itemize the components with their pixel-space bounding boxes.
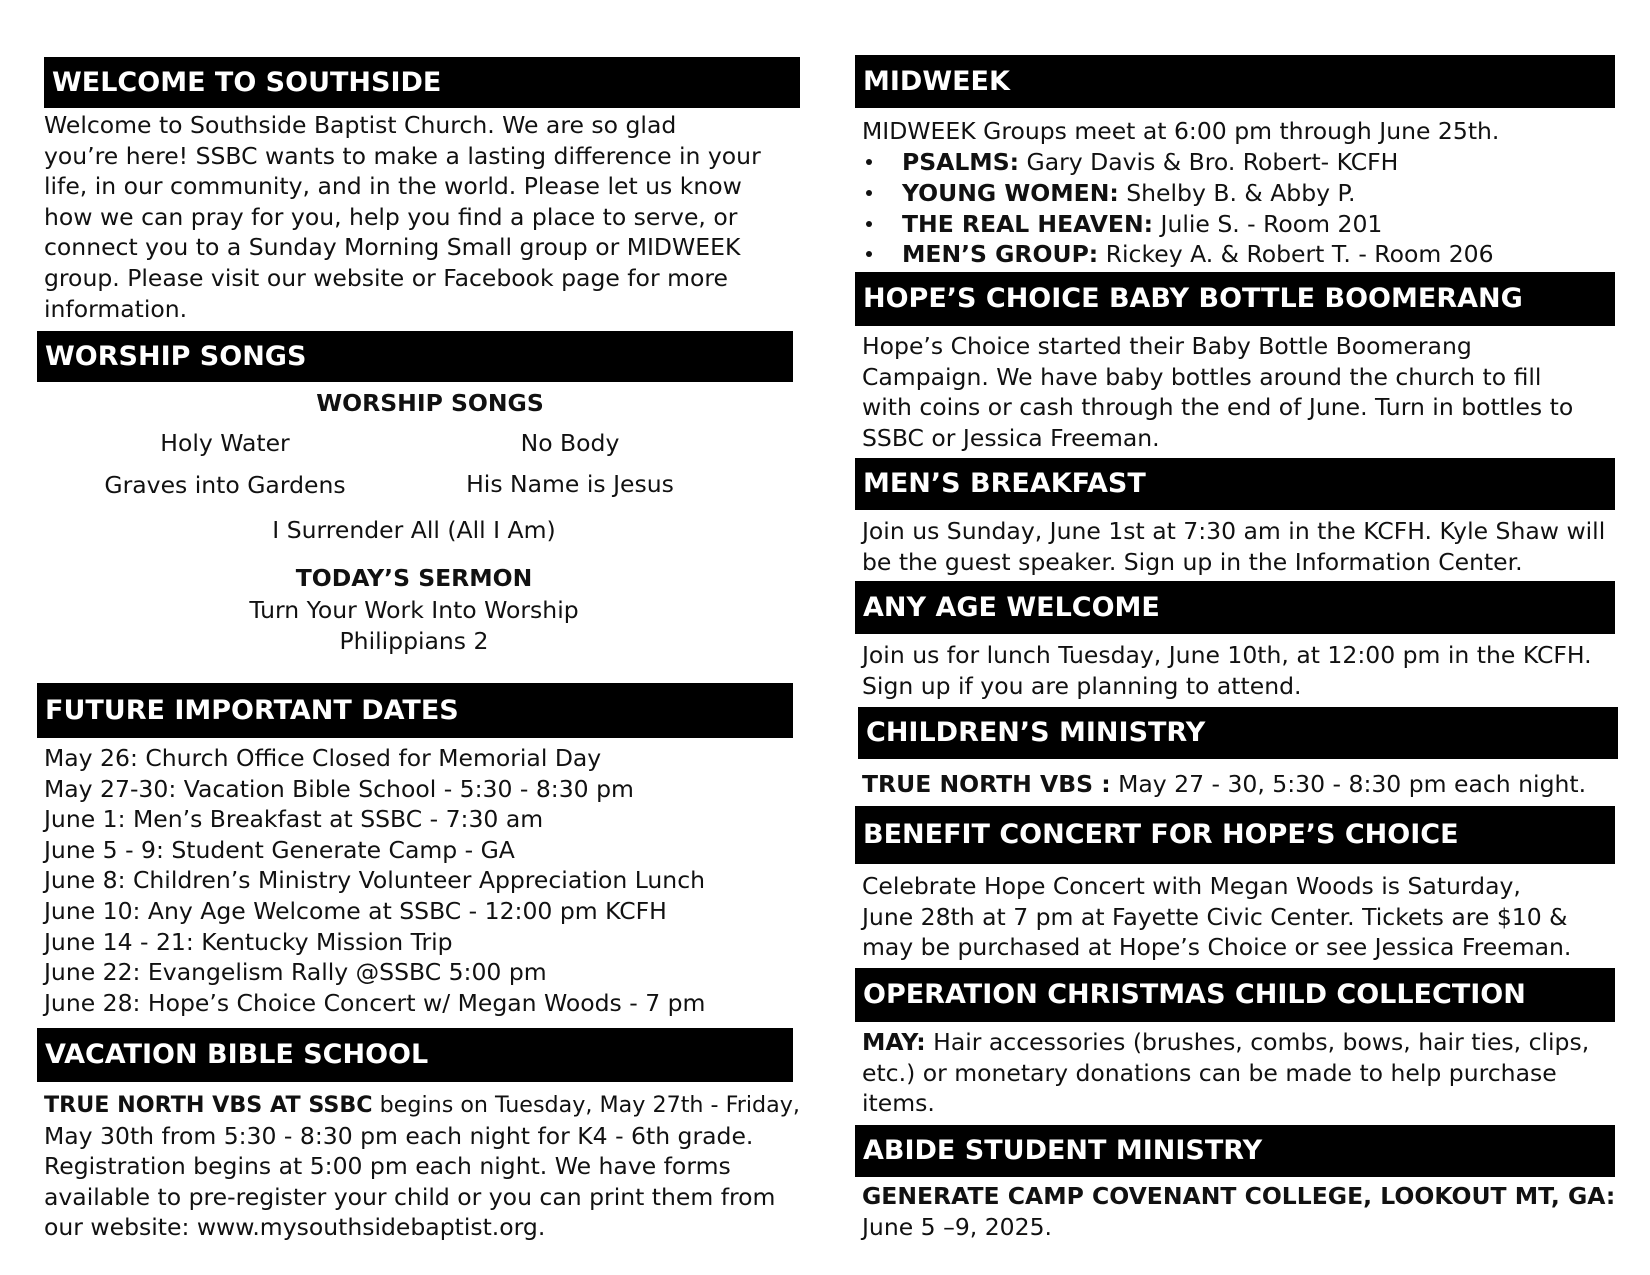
midweek-intro: MIDWEEK Groups meet at 6:00 pm through June 25th. (862, 117, 1500, 145)
welcome-title: WELCOME TO SOUTHSIDE (52, 66, 442, 98)
song-item: His Name is Jesus (466, 470, 674, 498)
benefit-title: BENEFIT CONCERT FOR HOPE’S CHOICE (863, 819, 1459, 850)
date-item: June 22: Evangelism Rally @SSBC 5:00 pm (44, 958, 547, 987)
occ-title: OPERATION CHRISTMAS CHILD COLLECTION (863, 979, 1526, 1010)
vbs-line: Registration begins at 5:00 pm each night. We have forms (44, 1152, 731, 1181)
date-item: June 1: Men’s Breakfast at SSBC - 7:30 am (44, 805, 544, 834)
childrens-bold: TRUE NORTH VBS : (862, 770, 1111, 798)
any-age-header (855, 581, 1615, 634)
midweek-header (855, 55, 1615, 108)
mens-breakfast-title: MEN’S BREAKFAST (863, 468, 1146, 499)
group-leaders: Julie S. - Room 201 (1153, 210, 1383, 238)
date-item: June 28: Hope’s Choice Concert w/ Megan Woods - 7 pm (44, 988, 706, 1017)
benefit-line: June 28th at 7 pm at Fayette Civic Center. Tickets are $10 & (862, 902, 1568, 931)
mens-breakfast-line: be the guest speaker. Sign up in the Information Center. (862, 547, 1523, 576)
group-leaders: Gary Davis & Bro. Robert- KCFH (1019, 148, 1399, 176)
song-item: I Surrender All (All I Am) (272, 516, 556, 544)
vbs-lead-bold: TRUE NORTH VBS AT SSBC (44, 1092, 373, 1118)
any-age-line: Join us for lunch Tuesday, June 10th, at 12:00 pm in the KCFH. (862, 641, 1592, 669)
welcome-header (44, 57, 800, 108)
abide-date: June 5 –9, 2025. (862, 1212, 1052, 1241)
bullet-icon (866, 251, 872, 257)
group-name: MEN’S GROUP: (902, 240, 1099, 268)
occ-rest: Hair accessories (brushes, combs, bows, hair ties, clips, (925, 1028, 1590, 1056)
song-item: Graves into Gardens (104, 471, 346, 499)
occ-bold: MAY: (862, 1028, 926, 1056)
mens-breakfast-text (862, 516, 1605, 577)
date-item: May 26: Church Office Closed for Memorial Day (44, 744, 602, 772)
occ-text (862, 1027, 1589, 1119)
benefit-header (855, 806, 1615, 864)
occ-line: etc.) or monetary donations can be made to help purchase (862, 1058, 1557, 1087)
date-item: June 14 - 21: Kentucky Mission Trip (44, 927, 453, 956)
benefit-line: may be purchased at Hope’s Choice or see Jessica Freeman. (862, 933, 1572, 962)
hopes-choice-line: Hope’s Choice started their Baby Bottle Boomerang (862, 332, 1472, 360)
group-name: THE REAL HEAVEN: (902, 210, 1154, 238)
benefit-line: Celebrate Hope Concert with Megan Woods is Saturday, (862, 872, 1521, 900)
any-age-title: ANY AGE WELCOME (863, 591, 1160, 623)
vbs-title: VACATION BIBLE SCHOOL (45, 1039, 429, 1070)
welcome-line: how we can pray for you, help you find a place to serve, or (44, 202, 738, 231)
childrens-text (862, 769, 1586, 800)
occ-header (855, 968, 1615, 1022)
bullet-icon (866, 190, 872, 196)
worship-subtitle: WORSHIP SONGS (316, 389, 544, 417)
any-age-text (862, 640, 1592, 701)
occ-line: items. (862, 1089, 935, 1118)
sermon-title: Turn Your Work Into Worship (249, 596, 579, 624)
song-item: Holy Water (160, 429, 290, 457)
vbs-line: May 30th from 5:30 - 8:30 pm each night for K4 - 6th grade. (44, 1121, 754, 1150)
vbs-lead-rest: begins on Tuesday, May 27th - Friday, (372, 1092, 800, 1118)
date-item: June 5 - 9: Student Generate Camp - GA (44, 835, 515, 864)
vbs-line (44, 1090, 800, 1121)
group-name: YOUNG WOMEN: (902, 179, 1119, 207)
hopes-choice-line: with coins or cash through the end of June. Turn in bottles to (862, 393, 1574, 422)
vbs-text (44, 1090, 800, 1243)
welcome-line: Welcome to Southside Baptist Church. We are so glad (44, 111, 677, 139)
mens-breakfast-header (855, 458, 1615, 510)
occ-line (862, 1027, 1589, 1058)
any-age-line: Sign up if you are planning to attend. (862, 671, 1302, 700)
benefit-text (862, 871, 1571, 963)
song-item: No Body (520, 429, 620, 457)
midweek-title: MIDWEEK (863, 65, 1010, 97)
hopes-choice-line: Campaign. We have baby bottles around the church to fill (862, 362, 1542, 391)
mens-breakfast-line: Join us Sunday, June 1st at 7:30 am in the KCFH. Kyle Shaw will (862, 517, 1606, 545)
hopes-choice-header (855, 272, 1615, 326)
welcome-line: connect you to a Sunday Morning Small group or MIDWEEK (44, 233, 741, 262)
hopes-choice-line: SSBC or Jessica Freeman. (862, 423, 1160, 452)
group-name: PSALMS: (902, 148, 1020, 176)
abide-title: ABIDE STUDENT MINISTRY (863, 1135, 1263, 1166)
date-item: June 10: Any Age Welcome at SSBC - 12:00 pm KCFH (44, 896, 667, 925)
welcome-line: you’re here! SSBC wants to make a lasting difference in your (44, 141, 761, 170)
hopes-choice-text (862, 331, 1573, 453)
bullet-icon (866, 221, 872, 227)
childrens-title: CHILDREN’S MINISTRY (866, 717, 1206, 748)
date-item: May 27-30: Vacation Bible School - 5:30 - 8:30 pm (44, 774, 634, 803)
bullet-icon (866, 159, 872, 165)
sermon-label: TODAY’S SERMON (295, 564, 533, 592)
dates-header (37, 683, 793, 738)
date-item: June 8: Children’s Ministry Volunteer Appreciation Lunch (44, 866, 706, 895)
group-leaders: Rickey A. & Robert T. - Room 206 (1098, 240, 1494, 268)
abide-bold: GENERATE CAMP COVENANT COLLEGE, LOOKOUT MT, GA: (862, 1182, 1616, 1210)
vbs-line: our website: www.mysouthsidebaptist.org. (44, 1213, 546, 1242)
welcome-line: information. (44, 294, 188, 323)
hopes-choice-title: HOPE’S CHOICE BABY BOTTLE BOOMERANG (863, 283, 1523, 314)
group-leaders: Shelby B. & Abby P. (1118, 179, 1356, 207)
welcome-text (44, 110, 761, 324)
abide-header (855, 1125, 1615, 1177)
sermon-scripture: Philippians 2 (339, 627, 489, 655)
dates-title: FUTURE IMPORTANT DATES (45, 694, 459, 726)
worship-title: WORSHIP SONGS (45, 340, 307, 372)
vbs-line: available to pre-register your child or you can print them from (44, 1182, 776, 1211)
childrens-header (858, 707, 1618, 759)
worship-header (37, 331, 793, 382)
welcome-line: group. Please visit our website or Facebook page for more (44, 263, 728, 292)
dates-list (44, 743, 705, 1018)
welcome-line: life, in our community, and in the world. Please let us know (44, 172, 742, 201)
childrens-rest: May 27 - 30, 5:30 - 8:30 pm each night. (1110, 770, 1587, 798)
abide-text (862, 1181, 1615, 1242)
vbs-header (37, 1028, 793, 1082)
